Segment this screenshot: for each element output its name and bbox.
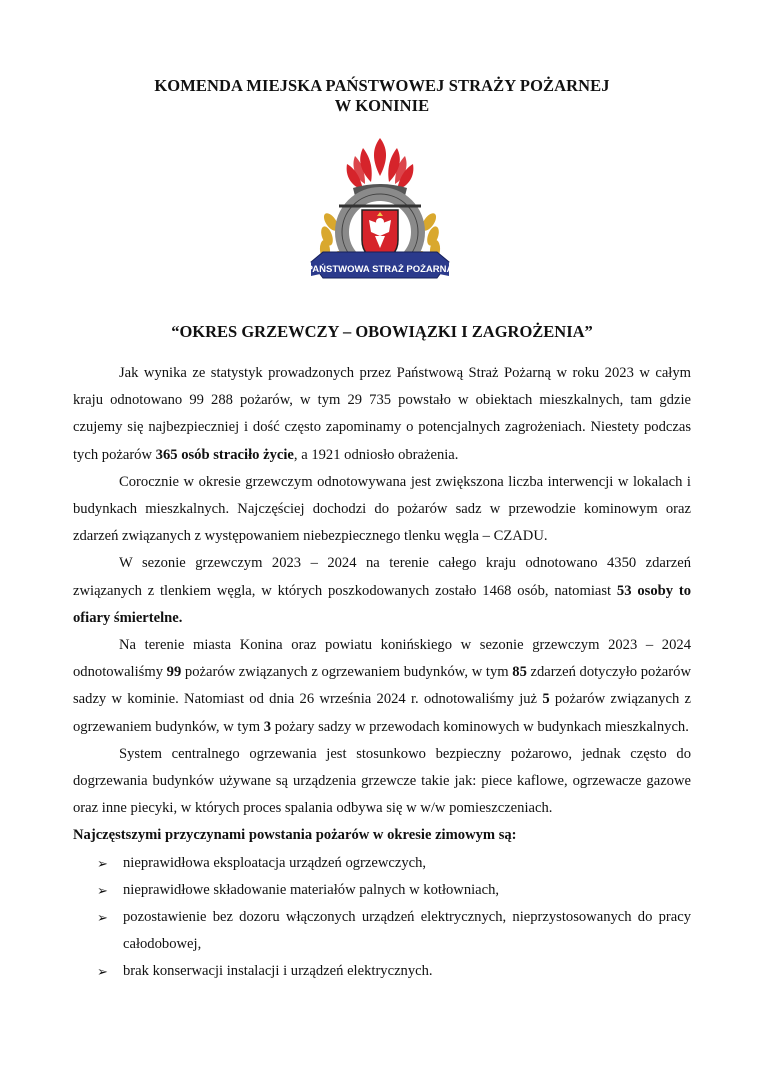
paragraph-heating-season: Corocznie w okresie grzewczym odnotowywana jest zwiększona liczba interwencji w lokalach i budynkach mieszkalnych. Najczęściej dochodzi do pożarów sadz w przewodzie kominowym oraz zdarzeń związanych z występowaniem niebezpiecznego tlenku węgla – CZADU. xyxy=(73,473,691,545)
list-item: ➢ brak konserwacji instalacji i urządzeń elektrycznych. xyxy=(73,958,691,985)
emblem-ribbon-text: PAŃSTWOWA STRAŻ POŻARNA xyxy=(306,264,454,275)
arrow-bullet-icon: ➢ xyxy=(97,910,108,926)
document-header xyxy=(0,76,764,116)
list-item: ➢ pozostawienie bez dozoru włączonych urządzeń elektrycznych, nieprzystosowanych do pracy całodobowej, xyxy=(73,904,691,958)
flame-icon xyxy=(347,138,414,190)
document-subtitle: “OKRES GRZEWCZY – OBOWIĄZKI I ZAGROŻENIA” xyxy=(171,322,593,341)
arrow-bullet-icon: ➢ xyxy=(97,855,108,871)
state-fire-service-emblem-icon xyxy=(305,136,455,296)
arrow-bullet-icon: ➢ xyxy=(97,882,108,898)
causes-list xyxy=(73,850,691,986)
paragraph-carbon-monoxide: W sezonie grzewczym 2023 – 2024 na terenie całego kraju odnotowano 4350 zdarzeń związanych z tlenkiem węgla, w których poszkodowanych zostało 1468 osób, natomiast 53 osoby to ofiary śmiertelne. xyxy=(73,555,692,626)
paragraph-central-heating: System centralnego ogrzewania jest stosunkowo bezpieczny pożarowo, jednak często do dogrzewania budynków używane są urządzenia grzewcze takie jak: piece kaflowe, ogrzewacze gazowe oraz inne piecyki, w których proces spalania odbywa się w w/w pomieszczeniach. xyxy=(73,745,691,817)
arrow-bullet-icon: ➢ xyxy=(97,964,108,980)
list-item: ➢ nieprawidłowe składowanie materiałów palnych w kotłowniach, xyxy=(73,877,691,904)
paragraph-statistics: Jak wynika ze statystyk prowadzonych przez Państwową Straż Pożarną w roku 2023 w całym kraju odnotowano 99 288 pożarów, w tym 29 735 powstało w obiektach mieszkalnych, tam gdzie czujemy się najbezpieczniej i dość często zapominamy o potencjalnych zagrożeniach. Niestety podczas tych pożarów 365 osób straciło życie, a 1921 odniosło obrażenia. xyxy=(73,365,691,463)
list-item: ➢ nieprawidłowa eksploatacja urządzeń ogrzewczych, xyxy=(73,850,691,877)
header-line-1: KOMENDA MIEJSKA PAŃSTWOWEJ STRAŻY POŻARNEJ xyxy=(154,76,610,95)
document-body xyxy=(73,360,691,986)
header-line-2: W KONINIE xyxy=(334,96,430,115)
paragraph-konin-statistics: Na terenie miasta Konina oraz powiatu konińskiego w sezonie grzewczym 2023 – 2024 odnotowaliśmy 99 pożarów związanych z ogrzewaniem budynków, w tym 85 zdarzeń dotyczyło pożarów sadzy w kominie. Natomiast od dnia 26 września 2024 r. odnotowaliśmy już 5 pożarów związanych z ogrzewaniem budynków, w tym 3 pożary sadzy w przewodach kominowych w budynkach mieszkalnych. xyxy=(73,637,691,735)
causes-heading: Najczęstszymi przyczynami powstania pożarów w okresie zimowym są: xyxy=(73,827,517,844)
